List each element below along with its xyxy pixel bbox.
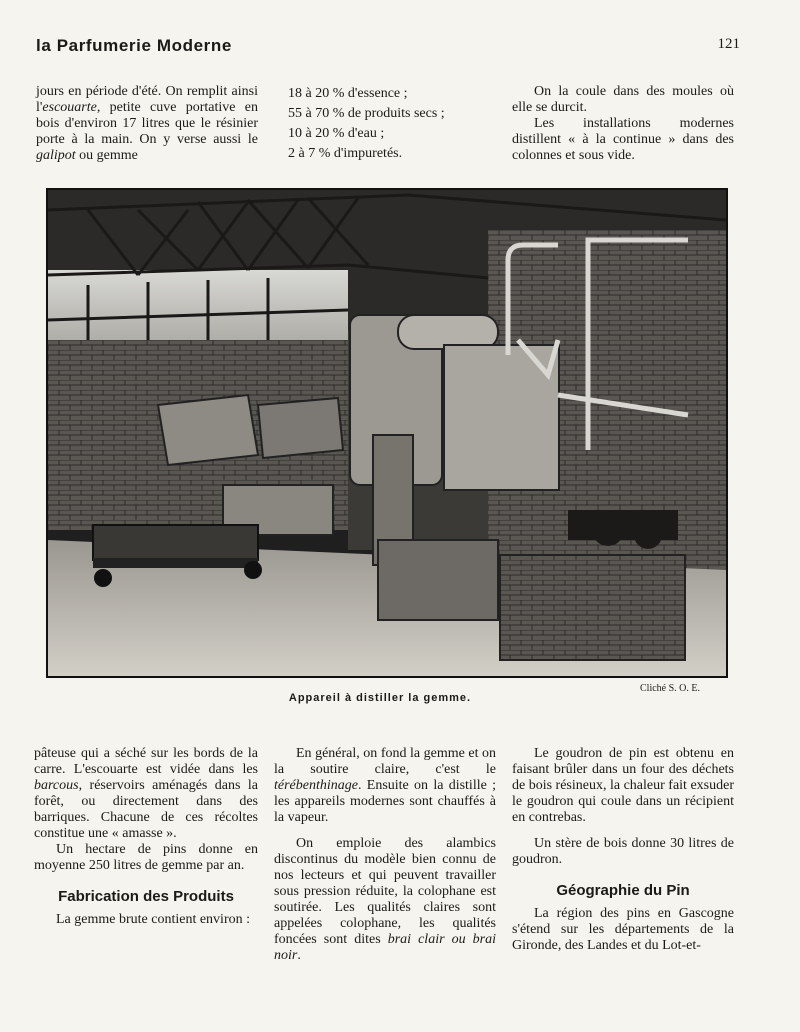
paragraph: On la coule dans des moules où elle se durcit. [512,84,734,115]
paragraph [34,746,258,842]
journal-title: la Parfumerie Moderne [36,36,232,55]
text-run: jours en période d'été. On remplit ainsi l' [36,84,258,115]
paragraph [36,84,258,164]
bottom-column-2 [274,746,496,964]
distillery-photo [46,188,728,678]
composition-line-essence: 18 à 20 % d'essence ; [288,86,408,101]
section-heading-fabrication: Fabrication des Produits [58,888,234,905]
paragraph: La région des pins en Gascogne s'étend sur les départements de la Gironde, des Landes et du Lot-et- [512,906,734,953]
composition-list [288,84,488,164]
section-heading-geographie: Géographie du Pin [556,882,690,899]
top-column-3 [512,84,734,164]
italic-term: brai clair ou brai noir [274,932,496,963]
paragraph: Un stère de bois donne 30 litres de goudron. [512,836,734,867]
text-run: , réservoirs aménagés dans la forêt, ou directement dans des barriques. Chacune de ces récoltes constitue une « amasse ». [34,778,258,841]
top-column-1 [36,84,258,164]
paragraph: Le goudron de pin est obtenu en faisant brûler dans un four des déchets de bois résineux, la chaleur fait exsuder le goudron qui coule dans un récipient en contrebas. [512,746,734,825]
paragraph: Un hectare de pins donne en moyenne 250 litres de gemme par an. [34,842,258,873]
paragraph: Les installations modernes distillent « à la continue » dans des colonnes et sous vide. [512,116,734,163]
bottom-column-1 [34,746,258,928]
paragraph [274,836,496,964]
bottom-column-3 [512,746,734,954]
italic-term: galipot [36,148,76,163]
page-number: 121 [717,36,740,52]
italic-term: escouarte [42,100,97,115]
text-run: . [297,948,301,963]
italic-term: barcous [34,778,79,793]
text-run: On emploie des alambics discontinus du modèle bien connu de nos lecteurs et qui peuvent travailler sous pression réduite, la colophane est soutirée. Les qualités claires sont appelées colophane, les qualités foncées sont dites [274,836,496,947]
paragraph [274,746,496,826]
italic-term: térébenthinage [274,778,358,793]
text-run: ou gemme [75,148,138,163]
paragraph: La gemme brute contient environ : [56,912,250,927]
composition-line-eau: 10 à 20 % d'eau ; [288,126,385,141]
composition-line-produits-secs: 55 à 70 % de produits secs ; [288,106,445,121]
page-header [36,36,740,60]
photo-credit: Cliché S. O. E. [640,683,700,694]
distillery-illustration [48,190,726,676]
text-run: . Ensuite on la distille ; les appareils modernes sont chauffés à la vapeur. [274,778,496,825]
text-run: En général, on fond la gemme et on la soutire claire, c'est le [274,746,496,777]
text-run: pâteuse qui a séché sur les bords de la carre. L'escouarte est vidée dans les [34,746,258,777]
composition-line-impuretes: 2 à 7 % d'impuretés. [288,146,403,161]
text-run: , petite cuve portative en bois d'environ 17 litres que le résinier porte à la main. On y verse aussi le [36,100,258,147]
figure-caption: Appareil à distiller la gemme. [288,692,472,704]
